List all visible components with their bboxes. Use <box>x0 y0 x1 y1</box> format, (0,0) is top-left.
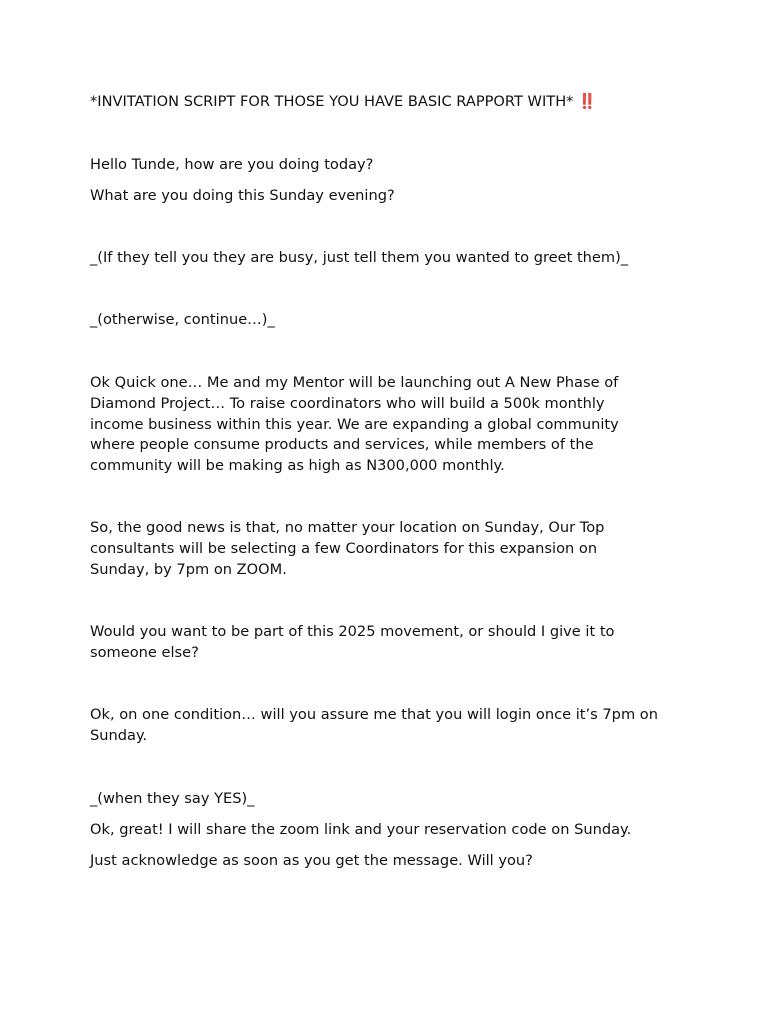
busy-note: _(If they tell you they are busy, just tell them you wanted to greet them)_ <box>90 249 629 266</box>
document-title: *INVITATION SCRIPT FOR THOSE YOU HAVE BASIC RAPPORT WITH* ‼️ <box>90 93 597 110</box>
question-line: What are you doing this Sunday evening? <box>90 187 395 204</box>
when-yes-note: _(when they say YES)_ <box>90 790 255 807</box>
condition-paragraph: Ok, on one condition… will you assure me that you will login once it’s 7pm on Sunday. <box>90 706 658 744</box>
pitch-paragraph: Ok Quick one… Me and my Mentor will be launching out A New Phase of Diamond Project… To raise coordinators who will build a 500k monthly income business within this year. We are expanding a global community where people consume products and services, while members of the community will be making as high as N300,000 monthly. <box>90 374 619 475</box>
movement-question-paragraph: Would you want to be part of this 2025 movement, or should I give it to someone else? <box>90 623 615 661</box>
greeting-line: Hello Tunde, how are you doing today? <box>90 156 374 173</box>
good-news-paragraph: So, the good news is that, no matter your location on Sunday, Our Top consultants will be selecting a few Coordinators for this expansion on Sunday, by 7pm on ZOOM. <box>90 519 605 578</box>
otherwise-note: _(otherwise, continue…)_ <box>90 311 275 328</box>
acknowledge-line: Just acknowledge as soon as you get the message. Will you? <box>90 852 533 869</box>
great-line: Ok, great! I will share the zoom link and your reservation code on Sunday. <box>90 821 632 838</box>
